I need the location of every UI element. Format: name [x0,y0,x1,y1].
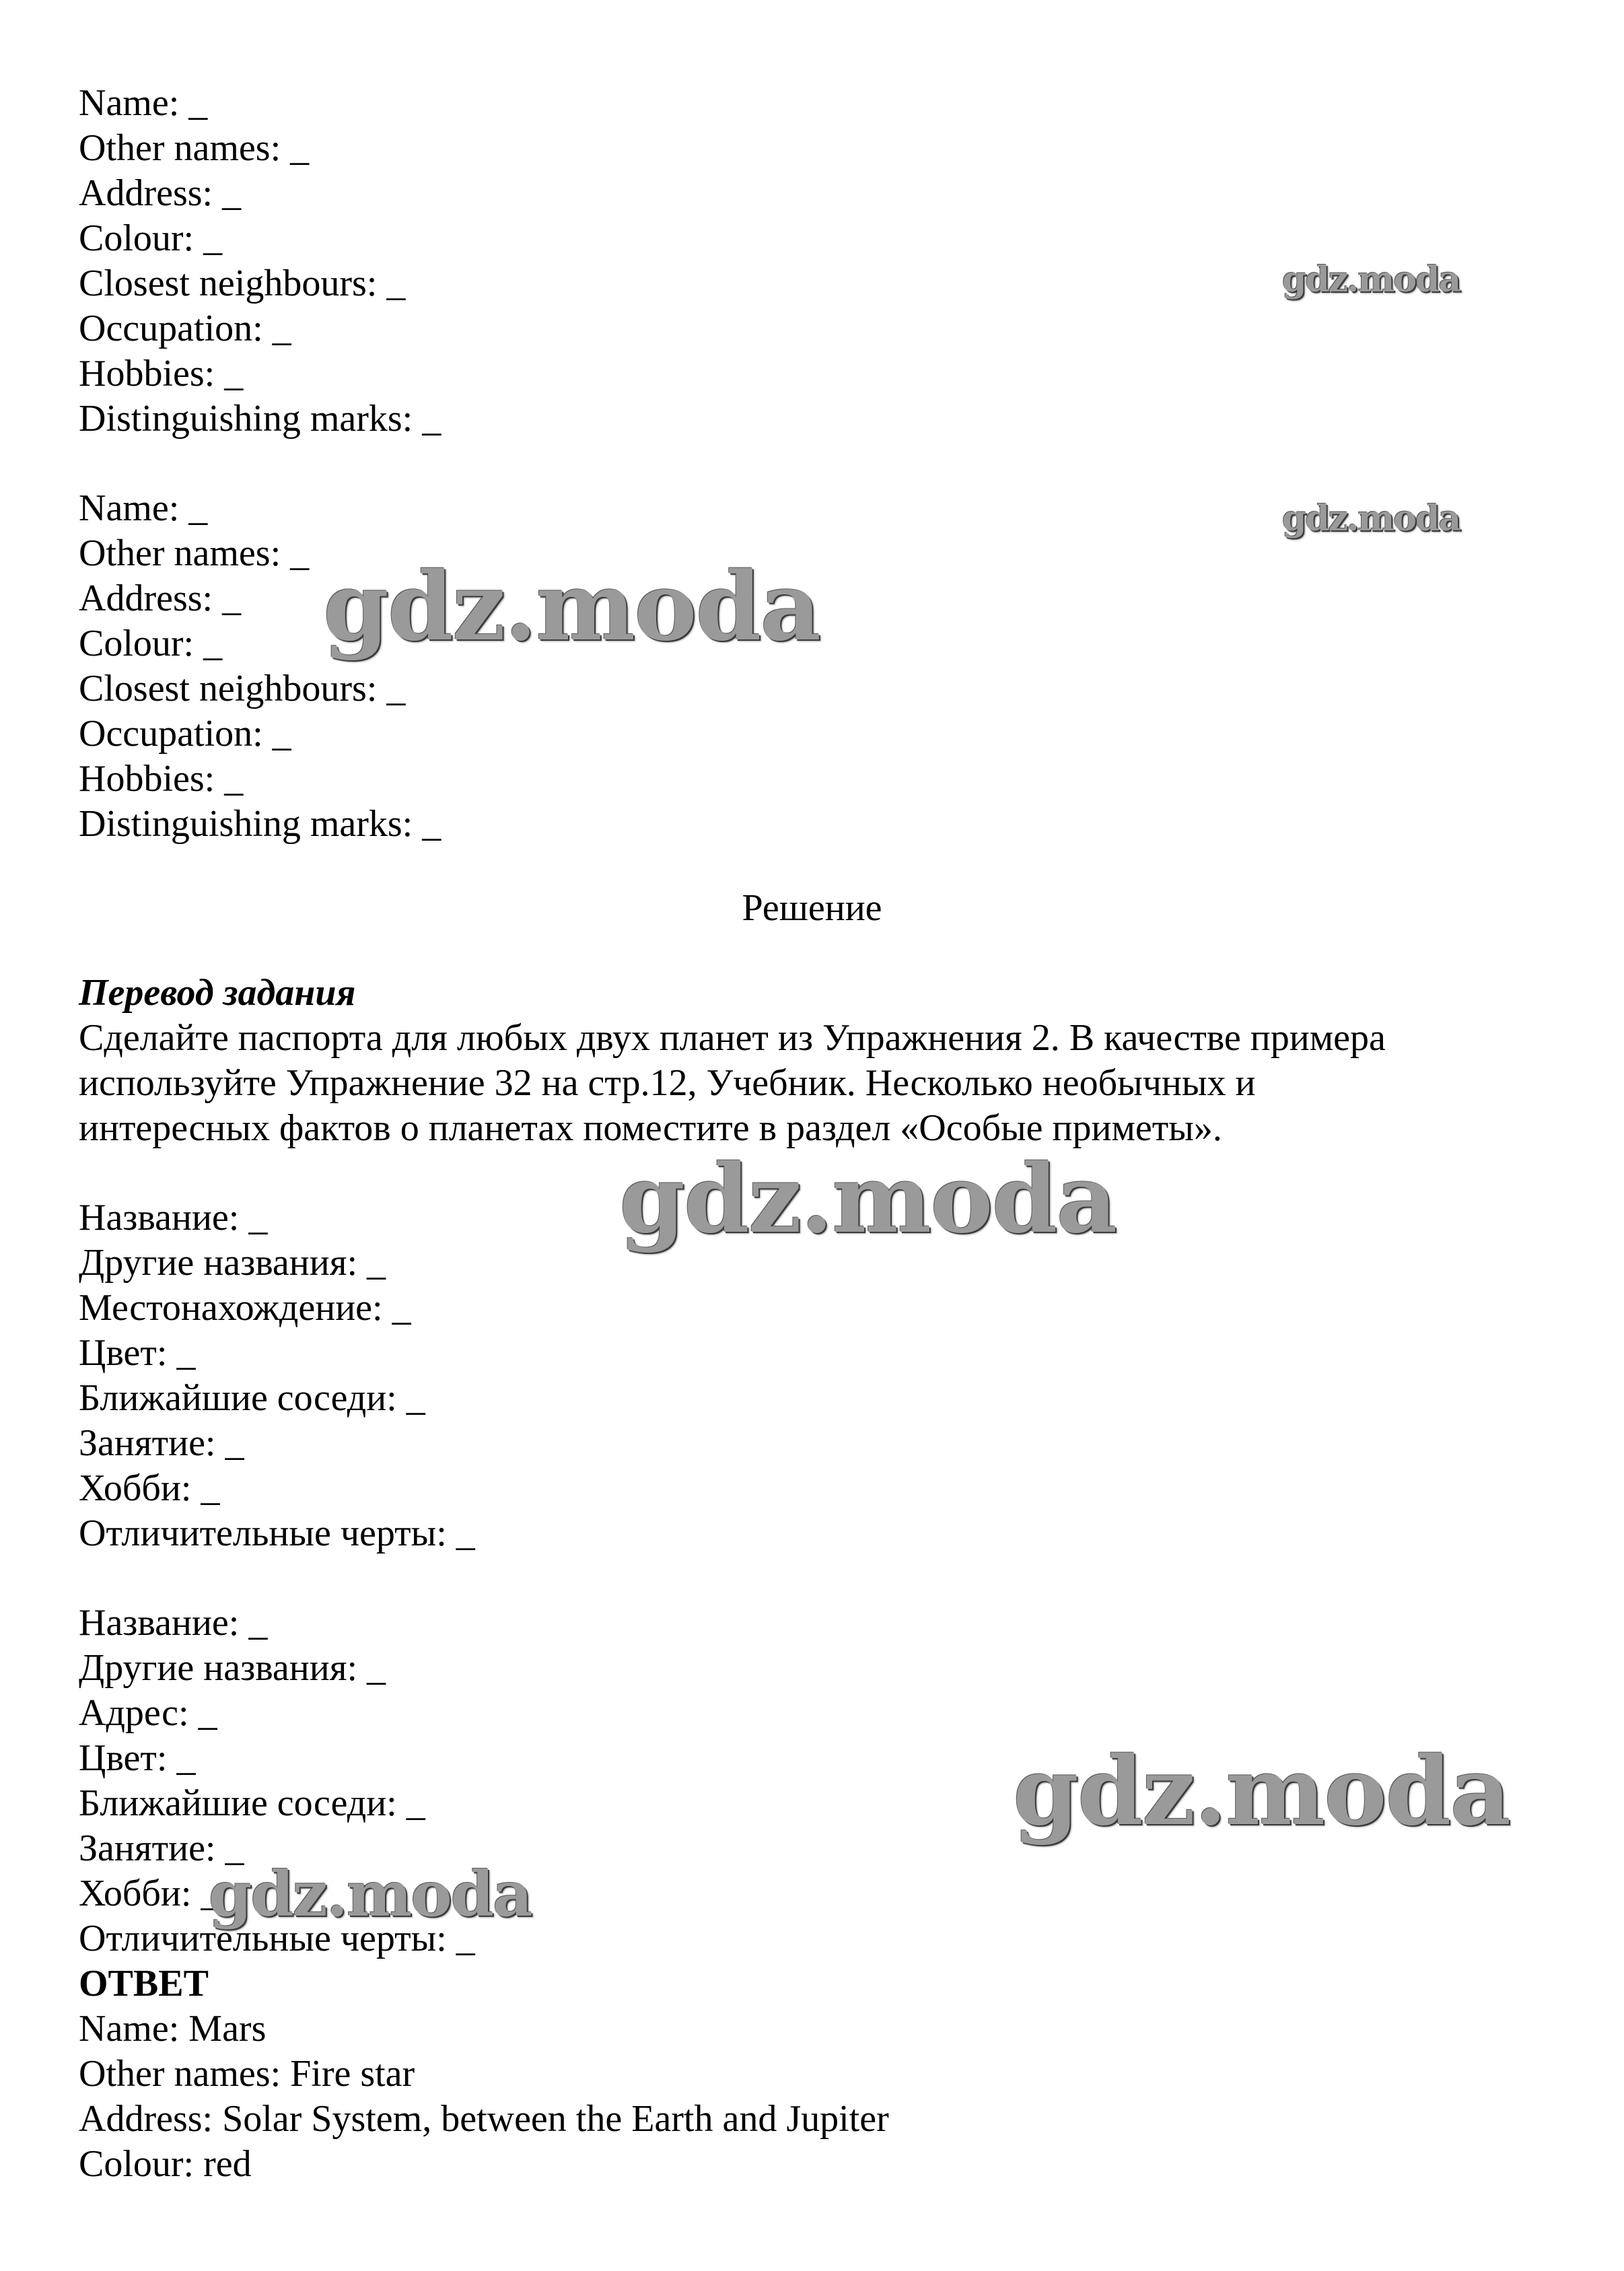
watermark: gdz.moda [1282,259,1460,300]
field-line: Colour: _ [79,217,223,259]
translation-text-line: используйте Упражнение 32 на стр.12, Учебник. Несколько необычных и [79,1062,1256,1104]
watermark: gdz.moda [1013,1737,1510,1847]
field-line: Отличительные черты: _ [79,1512,475,1554]
answer-line: Address: Solar System, between the Earth and Jupiter [79,2098,889,2140]
field-line: Адрес: _ [79,1692,217,1734]
field-line: Closest neighbours: _ [79,668,406,709]
field-line: Closest neighbours: _ [79,263,406,304]
field-line: Address: _ [79,578,242,619]
field-line: Other names: _ [79,532,310,574]
field-line: Ближайшие соседи: _ [79,1782,425,1824]
field-line: Colour: _ [79,623,223,664]
field-line: Address: _ [79,172,242,214]
field-line: Местонахождение: _ [79,1287,411,1329]
watermark: gdz.moda [1282,498,1460,539]
translation-heading: Перевод задания [79,972,356,1014]
field-line: Distinguishing marks: _ [79,398,442,440]
field-line: Занятие: _ [79,1422,244,1464]
watermark: gdz.moda [619,1144,1117,1255]
field-line: Цвет: _ [79,1332,196,1374]
solution-heading: Решение [742,887,882,929]
watermark: gdz.moda [209,1858,532,1930]
field-line: Хобби: _ [79,1467,220,1509]
field-line: Name: _ [79,82,208,124]
field-line: Distinguishing marks: _ [79,803,442,845]
field-line: Occupation: _ [79,308,291,349]
field-line: Hobbies: _ [79,353,244,394]
answer-line: Name: Mars [79,2008,267,2050]
translation-text-line: интересных фактов о планетах поместите в раздел «Особые приметы». [79,1107,1222,1149]
field-line: Ближайшие соседи: _ [79,1377,425,1419]
field-line: Хобби: _ [79,1873,220,1914]
field-line: Occupation: _ [79,713,291,755]
field-line: Название: _ [79,1602,268,1644]
field-line: Другие названия: _ [79,1242,386,1284]
field-line: Hobbies: _ [79,758,244,800]
answer-heading: ОТВЕТ [79,1963,209,2004]
field-line: Название: _ [79,1197,268,1238]
translation-text-line: Сделайте паспорта для любых двух планет из Упражнения 2. В качестве примера [79,1017,1386,1059]
field-line: Цвет: _ [79,1737,196,1779]
field-line: Name: _ [79,487,208,529]
field-line: Другие названия: _ [79,1647,386,1689]
answer-line: Colour: red [79,2143,252,2185]
watermark: gdz.moda [323,552,820,662]
field-line: Other names: _ [79,127,310,169]
field-line: Отличительные черты: _ [79,1918,475,1959]
field-line: Занятие: _ [79,1827,244,1869]
answer-line: Other names: Fire star [79,2053,415,2095]
